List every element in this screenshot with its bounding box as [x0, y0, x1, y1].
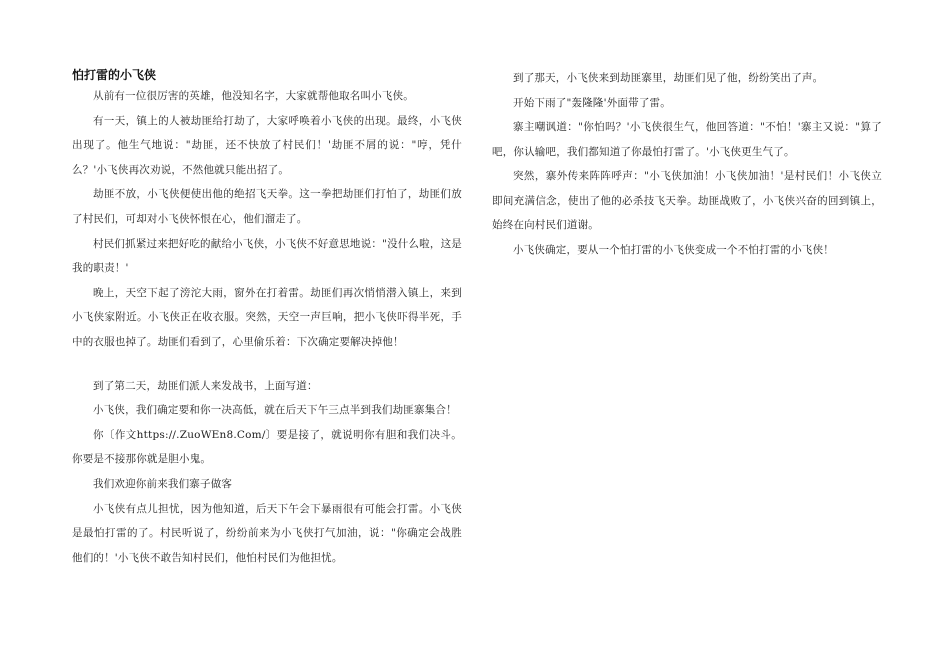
paragraph: 从前有一位很厉害的英雄，他没知名字，大家就帮他取名叫小飞侠。: [93, 90, 414, 102]
paragraph: 到了那天，小飞侠来到劫匪寨里，劫匪们见了他，纷纷笑出了声。: [513, 72, 824, 84]
paragraph: 开始下雨了"轰隆隆'外面带了雷。: [513, 96, 671, 109]
paragraph: 突然，寨外传来阵阵呼声："小飞侠加油！小飞侠加油！'是村民们！小飞侠立即间充满信念，使出了他的必杀技飞天拳。劫匪战败了，小飞侠兴奋的回到镇上，始终在向村民们道谢。: [492, 170, 882, 231]
paragraph: 寨主嘲讽道："你怕吗？'小飞侠很生气，他回答道："不怕！'寨主又说："算了吧，你认输吧，我们都知道了你最怕打雷了。'小飞侠更生气了。: [492, 121, 882, 158]
paragraph: 小飞侠，我们确定要和你一决高低，就在后天下午三点半到我们劫匪寨集合！: [93, 404, 457, 417]
paragraph: 到了第二天，劫匪们派人来发战书，上面写道：: [93, 379, 318, 392]
paragraph: 村民们抓紧过来把好吃的献给小飞侠，小飞侠不好意思地说："没什么啦，这是我的职责！': [72, 237, 462, 275]
left-column: [72, 66, 462, 570]
paragraph-gap: [72, 355, 462, 374]
paragraph: 劫匪不放，小飞侠便使出他的绝招飞天拳。这一拳把劫匪们打怕了，劫匪们放了村民们，可却对小飞侠怀恨在心，他们溜走了。: [72, 188, 462, 225]
paragraph: 晚上，天空下起了滂沱大雨，窗外在打着雷。劫匪们再次悄悄潜入镇上，来到小飞侠家附近。小飞侠正在收衣服。突然，天空一声巨响，把小飞侠吓得半死，手中的衣服也掉了。劫匪们看到了，心里偷乐着：下次确定要解决掉他！: [72, 286, 462, 348]
paragraph: 你〔作文https://.ZuoWEn8.Com/〕要是接了，就说明你有胆和我们决斗。你要是不接那你就是胆小鬼。: [72, 428, 462, 466]
paragraph: 小飞侠有点儿担忧，因为他知道，后天下午会下暴雨很有可能会打雷。小飞侠是最怕打雷的了。村民听说了，纷纷前来为小飞侠打气加油，说："你确定会战胜他们的！'小飞侠不敢告知村民们，他怕村民们为他担忧。: [72, 502, 462, 564]
document-title: 怕打雷的小飞侠: [72, 68, 157, 82]
right-column: [492, 66, 882, 262]
paragraph: 我们欢迎你前来我们寨子做客: [93, 477, 233, 490]
paragraph: 有一天，镇上的人被劫匪给打劫了，大家呼唤着小飞侠的出现。最终，小飞侠出现了。他生气地说："劫匪，还不快放了村民们！'劫匪不屑的说："哼，凭什么？'小飞侠再次劝说，不然他就只能出招了。: [72, 114, 462, 176]
paragraph: 小飞侠确定，要从一个怕打雷的小飞侠变成一个不怕打雷的小飞侠！: [513, 243, 834, 256]
